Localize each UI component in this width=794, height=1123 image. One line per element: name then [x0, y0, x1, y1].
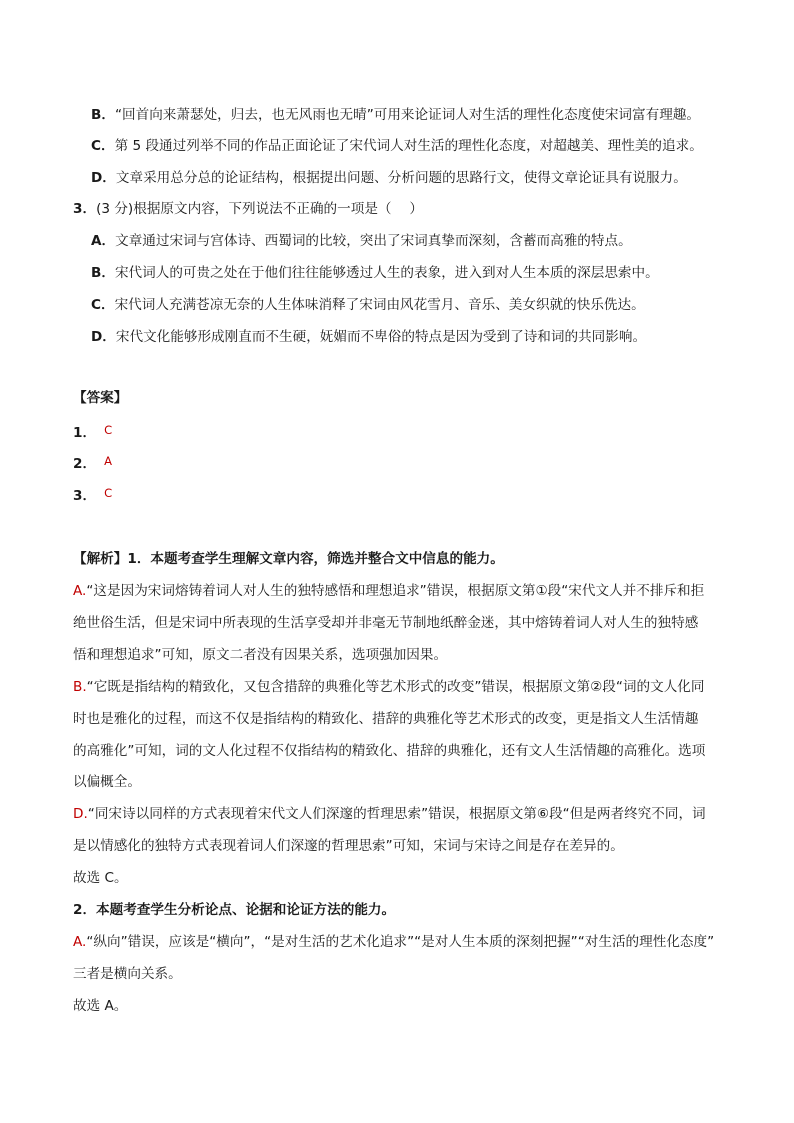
analysis-a-line-1: [73, 581, 704, 601]
analysis-d-line-2: 是以情感化的独特方式表现着词人们深邃的哲理思索”可知，宋词与宋诗之间是存在差异的。: [73, 838, 624, 854]
option-text: 宋代词人的可贵之处在于他们往往能够透过人生的表象，进入到对人生本质的深层思索中。: [114, 265, 659, 281]
option-text: “回首向来萧瑟处，归去，也无风雨也无晴”可用来论证词人对生活的理性化态度使宋词富有理趣。: [114, 107, 700, 123]
answer-heading: 【答案】: [73, 390, 128, 406]
option-label: D．: [91, 329, 116, 345]
analysis-a-line-2: 绝世俗生活，但是宋词中所表现的生活享受却并非毫无节制地纸醉金迷，其中熔铸着词人对人生的独特感: [73, 615, 699, 631]
analysis-b-line-3: 的高雅化”可知，词的文人化过程不仅指结构的精致化、措辞的典雅化，还有文人生活情趣的高雅化。选项: [73, 743, 706, 759]
analysis-select-1: 故选 C。: [73, 870, 128, 886]
analysis-a-label: A.: [73, 583, 87, 599]
analysis-b-line-4: 以偏概全。: [73, 774, 141, 790]
analysis-d-line-1: [73, 804, 706, 824]
answer-item-3: [73, 486, 112, 506]
option-label: C．: [91, 297, 115, 313]
question-3-stem: [73, 199, 423, 219]
option-label: D．: [91, 170, 116, 186]
analysis-e-line-1: [73, 932, 714, 952]
analysis-b-label: B.: [73, 679, 87, 695]
analysis-select-2: 故选 A。: [73, 998, 128, 1014]
q3-option-a: [91, 231, 632, 251]
option-d: [91, 168, 687, 188]
analysis-q1-intro: 1．本题考查学生理解文章内容，筛选并整合文中信息的能力。: [127, 551, 504, 567]
option-text: 文章采用总分总的论证结构，根据提出问题、分析问题的思路行文，使得文章论证具有说服力。: [115, 170, 687, 186]
option-c: [91, 136, 703, 156]
analysis-a2-label: A.: [73, 934, 87, 950]
answer-value: C: [104, 423, 113, 437]
answer-value: C: [104, 486, 113, 500]
option-text: 第 5 段通过列举不同的作品正面论证了宋代词人对生活的理性化态度，对超越美、理性美的追求。: [114, 138, 703, 154]
option-text: 宋代文化能够形成刚直而不生硬，妩媚而不卑俗的特点是因为受到了诗和词的共同影响。: [115, 329, 647, 345]
question-number: 3．: [73, 201, 97, 217]
q3-option-b: [91, 263, 659, 283]
option-text: 文章通过宋词与宫体诗、西蜀词的比较，突出了宋词真挚而深刻，含蓄而高雅的特点。: [115, 233, 632, 249]
analysis-text: “同宋诗以同样的方式表现着宋代文人们深邃的哲理思索”错误，根据原文第⑥段“但是两者终究不同，词: [87, 806, 706, 822]
answer-item-1: [73, 423, 112, 443]
answer-value: A: [104, 454, 112, 468]
option-b: [91, 105, 700, 125]
answer-number: 2．: [73, 456, 97, 472]
analysis-b-line-2: 时也是雅化的过程，而这不仅是指结构的精致化、措辞的典雅化等艺术形式的改变，更是指文人生活情趣: [73, 711, 699, 727]
q3-option-d: [91, 327, 646, 347]
analysis-b-line-1: [73, 677, 705, 697]
analysis-text: “它既是指结构的精致化，又包含措辞的典雅化等艺术形式的改变”错误，根据原文第②段“词的文人化同: [86, 679, 705, 695]
answer-number: 1．: [73, 425, 97, 441]
analysis-heading: 【解析】: [73, 551, 128, 567]
analysis-d-label: D.: [73, 806, 88, 822]
option-label: A．: [91, 233, 116, 249]
option-text: 宋代词人充满苍凉无奈的人生体味消释了宋词由风花雪月、音乐、美女织就的快乐侁达。: [114, 297, 645, 313]
analysis-q2-intro: 2．本题考查学生分析论点、论据和论证方法的能力。: [73, 902, 396, 918]
question-text: (3 分)根据原文内容，下列说法不正确的一项是（ ）: [96, 201, 424, 217]
q3-option-c: [91, 295, 645, 315]
analysis-e-line-2: 三者是横向关系。: [73, 966, 182, 982]
option-label: B．: [91, 265, 115, 281]
analysis-text: “纵向”错误，应该是“横向”，“是对生活的艺术化追求”“是对人生本质的深刻把握”“对生活的理性化态度”: [86, 934, 715, 950]
answer-number: 3．: [73, 488, 97, 504]
analysis-a-line-3: 悟和理想追求”可知，原文二者没有因果关系，选项强加因果。: [73, 647, 448, 663]
answer-item-2: [73, 454, 112, 474]
option-label: B．: [91, 107, 115, 123]
option-label: C．: [91, 138, 115, 154]
analysis-text: “这是因为宋词熔铸着词人对人生的独特感悟和理想追求”错误，根据原文第①段“宋代文人并不排斥和拒: [86, 583, 705, 599]
analysis-heading-line: [73, 549, 504, 569]
